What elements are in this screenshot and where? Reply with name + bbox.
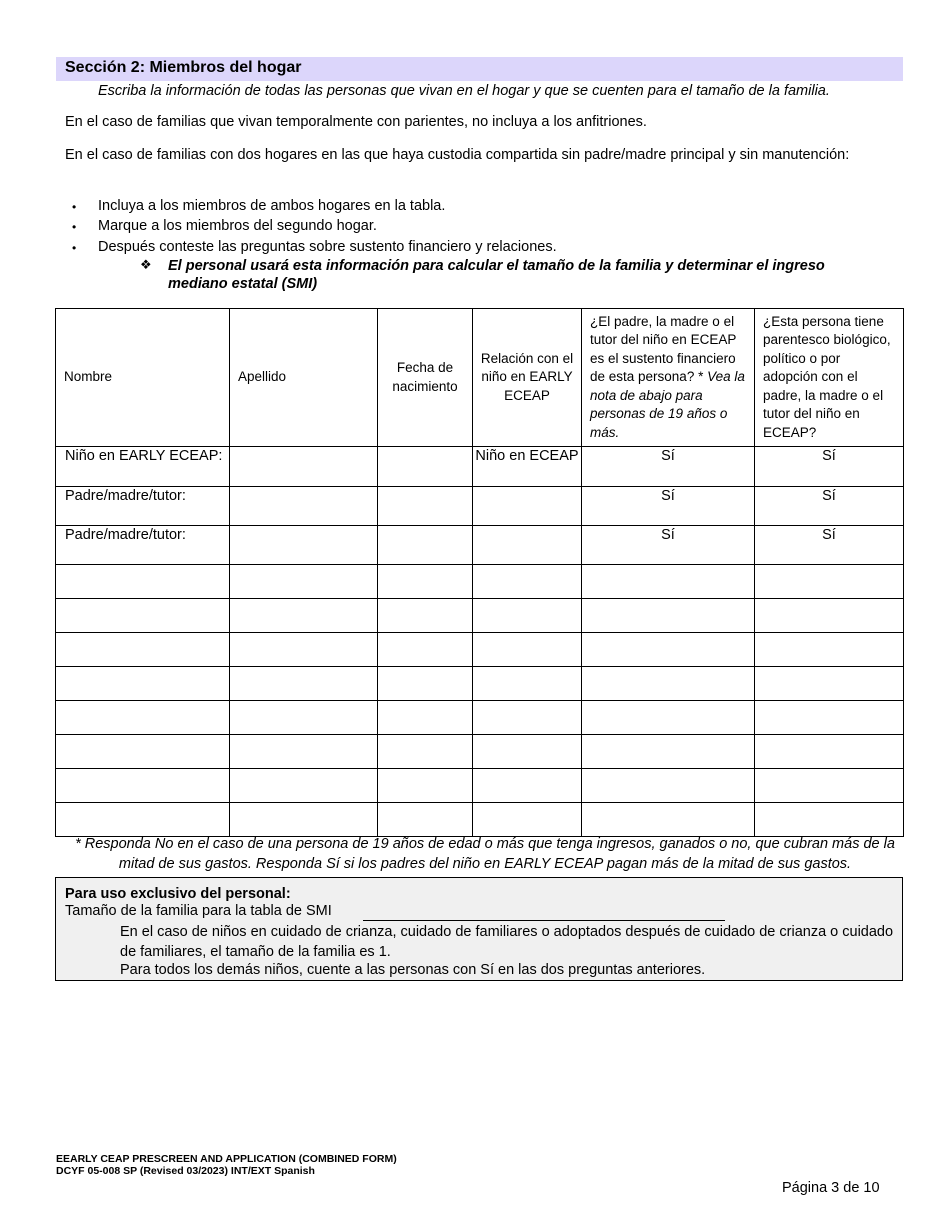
parentesco-cell[interactable]	[755, 769, 904, 803]
header-nombre: Nombre	[56, 309, 230, 447]
parentesco-cell[interactable]: Sí	[755, 487, 904, 526]
parentesco-cell[interactable]	[755, 735, 904, 769]
relacion-cell[interactable]	[473, 667, 582, 701]
nombre-cell[interactable]	[56, 667, 230, 701]
sustento-cell[interactable]	[582, 803, 755, 837]
table-row	[56, 447, 904, 487]
empty-table-row	[56, 667, 904, 701]
footer-form-title: EEARLY CEAP PRESCREEN AND APPLICATION (COMBINED FORM)	[56, 1153, 397, 1165]
sustento-cell[interactable]: Sí	[582, 447, 755, 487]
diamond-bullet-icon: ❖	[140, 257, 152, 272]
apellido-cell[interactable]	[230, 526, 378, 565]
sustento-cell[interactable]: Sí	[582, 487, 755, 526]
footer-form-number: DCYF 05-008 SP (Revised 03/2023) INT/EXT Spanish	[56, 1165, 315, 1177]
sustento-cell[interactable]	[582, 667, 755, 701]
empty-table-row	[56, 769, 904, 803]
shared-custody-paragraph: En el caso de familias con dos hogares en las que haya custodia compartida sin padre/madre principal y sin manutención:	[65, 147, 850, 163]
fecha-cell[interactable]	[378, 565, 473, 599]
staff-usage-note: El personal usará esta información para calcular el tamaño de la familia y determinar el ingreso mediano estatal (SMI)	[168, 258, 825, 292]
parentesco-cell[interactable]	[755, 633, 904, 667]
parentesco-cell[interactable]	[755, 701, 904, 735]
apellido-cell[interactable]	[230, 599, 378, 633]
sustento-cell[interactable]: Sí	[582, 526, 755, 565]
section-instruction: Escriba la información de todas las personas que vivan en el hogar y que se cuenten para el tamaño de la familia.	[98, 83, 830, 99]
relacion-cell[interactable]	[473, 599, 582, 633]
parentesco-cell[interactable]	[755, 565, 904, 599]
fecha-cell[interactable]	[378, 487, 473, 526]
parentesco-cell[interactable]	[755, 667, 904, 701]
apellido-cell[interactable]	[230, 803, 378, 837]
apellido-cell[interactable]	[230, 633, 378, 667]
bullet-item: Después conteste las preguntas sobre sustento financiero y relaciones.	[98, 239, 557, 255]
relacion-cell[interactable]	[473, 769, 582, 803]
header-parentesco: ¿Esta persona tiene parentesco biológico, político o por adopción con el padre, la madre o el tutor del niño en ECEAP?	[755, 309, 904, 447]
relacion-cell[interactable]	[473, 735, 582, 769]
relacion-cell: Niño en ECEAP	[473, 447, 582, 487]
fecha-cell[interactable]	[378, 769, 473, 803]
fecha-cell[interactable]	[378, 735, 473, 769]
fecha-cell[interactable]	[378, 701, 473, 735]
temporary-family-paragraph: En el caso de familias que vivan temporalmente con parientes, no incluya a los anfitriones.	[65, 114, 647, 130]
nombre-cell[interactable]	[56, 633, 230, 667]
bullet-item: Marque a los miembros del segundo hogar.	[98, 218, 377, 234]
table-row	[56, 526, 904, 565]
fecha-cell[interactable]	[378, 526, 473, 565]
empty-table-row	[56, 565, 904, 599]
parentesco-cell[interactable]	[755, 599, 904, 633]
apellido-cell[interactable]	[230, 667, 378, 701]
bullet-item: Incluya a los miembros de ambos hogares en la tabla.	[98, 198, 446, 214]
sustento-cell[interactable]	[582, 769, 755, 803]
empty-table-row	[56, 599, 904, 633]
empty-table-row	[56, 735, 904, 769]
header-relacion: Relación con el niño en EARLY ECEAP	[473, 309, 582, 447]
fecha-cell[interactable]	[378, 447, 473, 487]
apellido-cell[interactable]	[230, 487, 378, 526]
relacion-cell[interactable]	[473, 487, 582, 526]
relacion-cell[interactable]	[473, 633, 582, 667]
nombre-cell[interactable]	[56, 735, 230, 769]
relacion-cell[interactable]	[473, 526, 582, 565]
empty-table-row	[56, 701, 904, 735]
bullet-icon: •	[72, 200, 77, 214]
apellido-cell[interactable]	[230, 769, 378, 803]
table-row	[56, 487, 904, 526]
foster-care-note: En el caso de niños en cuidado de crianza, cuidado de familiares o adoptados después de cuidado de crianza o cuidado de familiares, el tamaño de la familia es 1.	[120, 924, 894, 960]
other-children-note: Para todos los demás niños, cuente a las personas con Sí en las dos preguntas anteriores.	[120, 962, 706, 978]
fecha-cell[interactable]	[378, 599, 473, 633]
nombre-cell[interactable]	[56, 565, 230, 599]
row-label: Padre/madre/tutor:	[56, 526, 230, 565]
household-members-table	[55, 308, 904, 837]
empty-table-row	[56, 633, 904, 667]
header-apellido: Apellido	[230, 309, 378, 447]
footnote: * Responda No en el caso de una persona de 19 años de edad o más que tenga ingresos, ganados o no, que cubran más de la mitad de sus gastos. Responda Sí si los padres del niño en EARLY ECEAP pagan más de la mitad de sus gastos.	[75, 836, 895, 872]
header-fecha-nacimiento: Fecha de nacimiento	[378, 309, 473, 447]
page-number: Página 3 de 10	[782, 1180, 880, 1196]
parentesco-cell[interactable]	[755, 803, 904, 837]
section-title: Sección 2: Miembros del hogar	[65, 59, 302, 76]
row-label: Padre/madre/tutor:	[56, 487, 230, 526]
relacion-cell[interactable]	[473, 803, 582, 837]
sustento-cell[interactable]	[582, 633, 755, 667]
row-label: Niño en EARLY ECEAP:	[56, 447, 230, 487]
family-size-field[interactable]	[363, 920, 725, 921]
header-sustento-note: Vea la nota de abajo para personas de 19 años o más.	[590, 369, 745, 440]
sustento-cell[interactable]	[582, 565, 755, 599]
apellido-cell[interactable]	[230, 701, 378, 735]
empty-table-row	[56, 803, 904, 837]
parentesco-cell[interactable]: Sí	[755, 526, 904, 565]
relacion-cell[interactable]	[473, 565, 582, 599]
parentesco-cell[interactable]: Sí	[755, 447, 904, 487]
fecha-cell[interactable]	[378, 667, 473, 701]
fecha-cell[interactable]	[378, 633, 473, 667]
sustento-cell[interactable]	[582, 701, 755, 735]
bullet-icon: •	[72, 220, 77, 234]
staff-only-title: Para uso exclusivo del personal:	[65, 886, 291, 902]
nombre-cell[interactable]	[56, 769, 230, 803]
apellido-cell[interactable]	[230, 447, 378, 487]
relacion-cell[interactable]	[473, 701, 582, 735]
nombre-cell[interactable]	[56, 803, 230, 837]
nombre-cell[interactable]	[56, 599, 230, 633]
bullet-icon: •	[72, 241, 77, 255]
header-sustento-text: ¿El padre, la madre o el tutor del niño en ECEAP es el sustento financiero de esta persona? *	[590, 313, 737, 385]
sustento-cell[interactable]	[582, 599, 755, 633]
apellido-cell[interactable]	[230, 565, 378, 599]
apellido-cell[interactable]	[230, 735, 378, 769]
sustento-cell[interactable]	[582, 735, 755, 769]
family-size-label: Tamaño de la familia para la tabla de SMI	[65, 903, 332, 919]
nombre-cell[interactable]	[56, 701, 230, 735]
fecha-cell[interactable]	[378, 803, 473, 837]
header-sustento-financiero	[582, 309, 755, 447]
